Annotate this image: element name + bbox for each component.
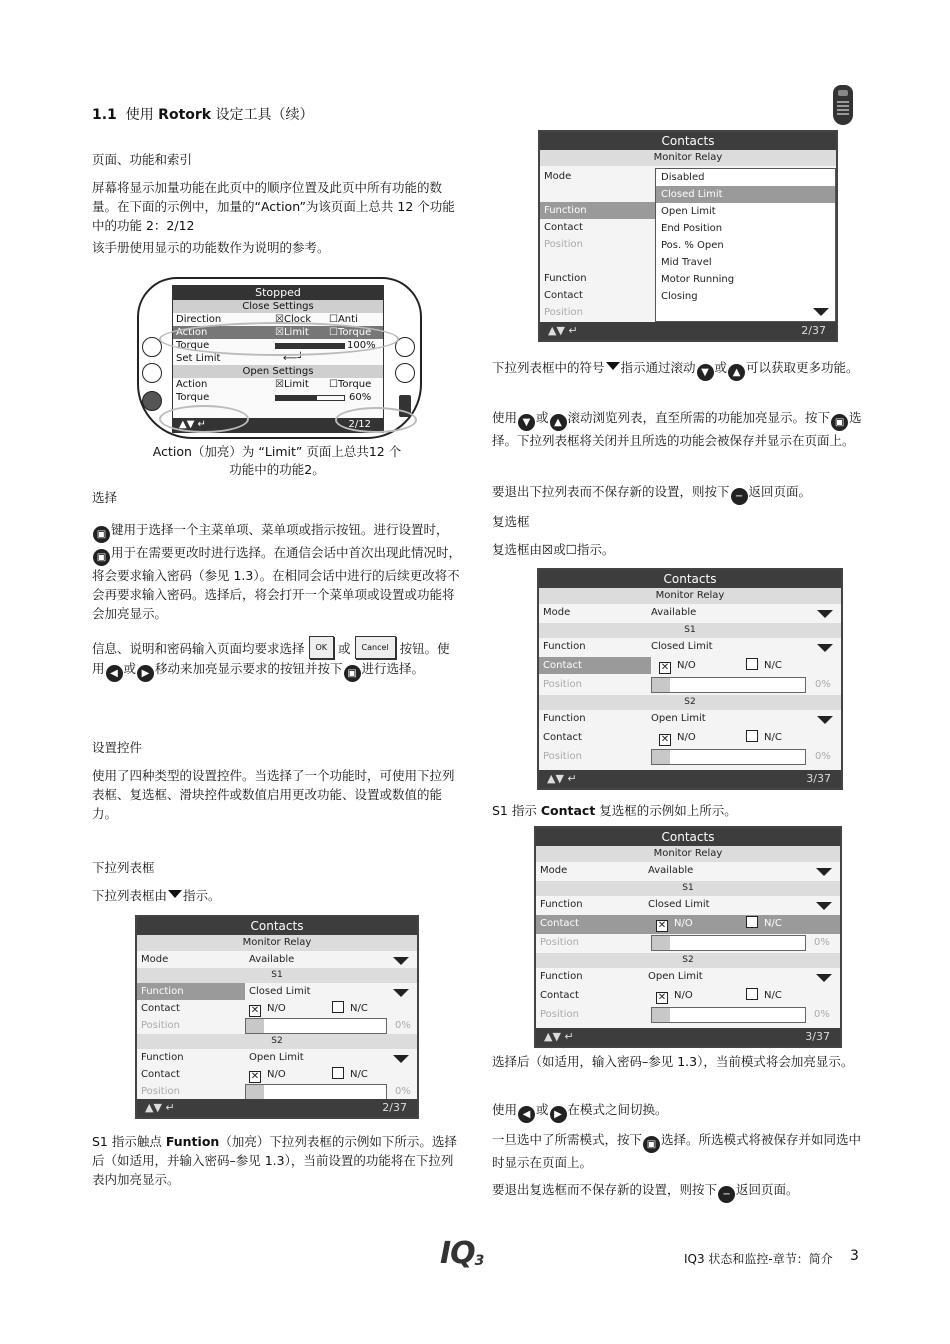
lcd-section-close: Close Settings	[173, 300, 383, 313]
screen-contacts-dropdown	[538, 130, 838, 342]
paragraph-function-example: S1 指示触点 Funtion（加亮）下拉列表框的示例如下所示。选择后（如适用，并输入密码–参见 1.3），当前设置的功能将在下拉列表内加亮显示。	[92, 1134, 457, 1187]
paragraph-checkbox: 复选框由☒或☐指示。	[492, 542, 615, 557]
position-row-s2[interactable]: Position	[544, 307, 583, 318]
device-display-illustration	[137, 277, 422, 439]
paragraph-dropdown: 下拉列表框由 指示。	[92, 888, 221, 903]
paragraph-contact-example: S1 指示 Contact 复选框的示例如上所示。	[492, 803, 737, 818]
paragraph-scroll: 下拉列表框中的符号 指示通过滚动 ▼ 或 ▲ 可以获取更多功能。	[492, 358, 864, 381]
checkbox-no-checked[interactable]: ✕	[250, 1005, 260, 1016]
nav-arrows[interactable]: ▲▼ ↵	[145, 1101, 175, 1114]
subheading-select: 选择	[92, 490, 118, 505]
device-button-left-2	[142, 363, 162, 383]
dropdown-triangle-icon[interactable]	[816, 902, 832, 910]
arrow-down-icon: ▼	[697, 364, 714, 381]
function-row-s2[interactable]: Function	[544, 273, 587, 284]
function-row-s2[interactable]: Function Open Limit	[137, 1049, 417, 1066]
list-item[interactable]: Disabled	[661, 172, 705, 183]
mode-row[interactable]: Mode Available	[536, 862, 840, 881]
iq3-logo: IQ3	[440, 1236, 484, 1271]
dropdown-triangle-icon[interactable]	[816, 974, 832, 982]
list-item-selected[interactable]: Closed Limit	[656, 186, 835, 203]
paragraph-exit-dropdown: 要退出下拉列表而不保存新的设置，则按下 − 返回页面。	[492, 482, 864, 505]
position-slider[interactable]	[651, 749, 806, 765]
page-number: 3	[850, 1248, 859, 1264]
highlight-oval-action	[159, 322, 399, 356]
section-s1: S1	[539, 623, 841, 638]
contact-row-s2[interactable]: Contact ✕ N/O N/C	[540, 990, 782, 1003]
nav-arrows[interactable]: ▲▼ ↵	[547, 772, 577, 785]
section-s1: S1	[137, 968, 417, 983]
position-row-s1[interactable]: Position 0%	[137, 1017, 417, 1034]
screen-subtitle: Monitor Relay	[540, 150, 836, 166]
checkbox-nc[interactable]	[746, 916, 758, 928]
checkbox-nc[interactable]	[332, 1067, 344, 1079]
paragraph-mode-highlight: 选择后（如适用，输入密码–参见 1.3），当前模式将会加亮显示。	[492, 1054, 854, 1069]
mode-row[interactable]: Mode Available	[539, 604, 841, 623]
section-s1: S1	[536, 881, 840, 896]
paragraph-toggle-mode: 使用 ◀ 或 ▶ 在模式之间切换。	[492, 1100, 864, 1123]
arrow-right-icon: ▶	[137, 665, 154, 682]
back-key-icon: −	[731, 488, 748, 505]
section-s2: S2	[137, 1034, 417, 1049]
select-key-icon: ▣	[93, 549, 110, 566]
device-button-right-2	[395, 363, 415, 383]
position-slider[interactable]	[245, 1084, 387, 1100]
page-index: 2/37	[801, 324, 826, 337]
position-row-s1[interactable]: Position 0%	[536, 934, 840, 953]
paragraph-pages: 屏幕将显示加量功能在此页中的顺序位置及此页中所有功能的数量。在下面的示例中，加量的“Action”为该页面上总共 12 个功能中的功能 2：2/12	[92, 180, 455, 233]
checkbox-nc[interactable]	[332, 1001, 344, 1013]
highlight-oval-nav	[159, 405, 249, 433]
paragraph-reference: 该手册使用显示的功能数作为说明的参考。	[92, 240, 330, 255]
nav-arrows[interactable]: ▲▼ ↵	[548, 324, 578, 337]
subheading-pages: 页面、功能和索引	[92, 152, 193, 167]
list-item[interactable]: Mid Travel	[661, 257, 712, 268]
select-key-icon: ▣	[93, 526, 110, 543]
dropdown-triangle-icon	[168, 890, 182, 898]
dropdown-triangle-icon[interactable]	[817, 644, 833, 652]
screen-footer	[137, 1099, 417, 1117]
arrow-left-icon: ◀	[106, 665, 123, 682]
position-row-s2[interactable]: Position 0%	[536, 1006, 840, 1025]
screen-subtitle: Monitor Relay	[137, 935, 417, 951]
function-row-s2[interactable]: Function Open Limit	[539, 710, 841, 729]
lcd-row: Action ☒Limit ☐Torque	[176, 379, 372, 390]
screen-subtitle: Monitor Relay	[539, 588, 841, 604]
position-row-s1[interactable]: Position 0%	[539, 676, 841, 695]
list-item[interactable]: End Position	[661, 223, 723, 234]
dropdown-triangle-icon[interactable]	[817, 716, 833, 724]
contact-row-s2[interactable]: Contact ✕ N/O N/C	[141, 1069, 368, 1082]
checkbox-nc[interactable]	[746, 730, 758, 742]
arrow-down-icon: ▼	[518, 414, 535, 431]
subheading-dropdown: 下拉列表框	[92, 860, 155, 875]
lcd-row: Torque 100%	[176, 340, 376, 351]
position-slider[interactable]	[651, 1007, 806, 1023]
paragraph-select: ▣ 键用于选择一个主菜单项、菜单项或指示按钮。进行设置时，▣ 用于在需要更改时进行选择。在通信会话中首次出现此情况时，将会要求输入密码（参见 1.3）。在相同会话中进行的后续更改将不会再要求输入密码。选择后，将会打开一个菜单项或设置或功能将会加亮显示。	[92, 522, 462, 621]
position-row-s2[interactable]: Position 0%	[539, 748, 841, 767]
select-key-icon: ▣	[643, 1136, 660, 1153]
mode-row[interactable]: Mode Available	[137, 951, 417, 968]
dropdown-triangle-icon[interactable]	[816, 868, 832, 876]
function-row-s1[interactable]: Function Closed Limit	[536, 896, 840, 915]
dropdown-triangle-icon	[606, 362, 620, 370]
paragraph-exit-checkbox: 要退出复选框而不保存新的设置，则按下 − 返回页面。	[492, 1180, 864, 1203]
arrow-right-icon: ▶	[550, 1106, 567, 1123]
screen-contacts-function	[135, 915, 419, 1119]
paragraph-buttons: 信息、说明和密码输入页面均要求选择 OK 或 Cancel 按钮。使用 ◀ 或 ▶ 移动来加亮显示要求的按钮并按下 ▣ 进行选择。	[92, 636, 462, 682]
section-s2: S2	[539, 695, 841, 710]
select-key-icon: ▣	[344, 665, 361, 682]
list-item[interactable]: Motor Running	[661, 274, 735, 285]
screen-footer	[536, 1028, 840, 1046]
lcd-row: Set Limit ⟵┘	[176, 353, 304, 364]
dropdown-triangle-icon[interactable]	[817, 610, 833, 618]
footer-text: IQ3 状态和监控-章节：简介	[684, 1252, 833, 1266]
checkbox-no-checked[interactable]: ✕	[250, 1071, 260, 1082]
section-heading: 1.1 使用 Rotork 设定工具（续）	[92, 107, 314, 123]
position-row-s2[interactable]: Position 0%	[137, 1083, 417, 1100]
cancel-button-image: Cancel	[355, 636, 396, 659]
function-row-s1[interactable]: Function	[540, 202, 836, 219]
section-s2: S2	[536, 953, 840, 968]
function-row-s2[interactable]: Function Open Limit	[536, 968, 840, 987]
lcd-nav: ▲▼ ↵	[179, 419, 206, 430]
dropdown-triangle-icon[interactable]	[393, 1055, 409, 1063]
select-key-icon: ▣	[831, 414, 848, 431]
checkbox-no-checked[interactable]: ✕	[657, 920, 667, 931]
arrow-up-icon: ▲	[728, 364, 745, 381]
contact-row-s1[interactable]: Contact ✕ N/O N/C	[141, 1003, 368, 1016]
setting-tool-icon	[833, 85, 853, 125]
contact-row-s1[interactable]: Contact ✕ N/O N/C	[539, 657, 841, 676]
screen-footer	[540, 322, 836, 340]
contact-row-s1[interactable]: Contact	[544, 222, 583, 233]
lcd-title: Stopped	[173, 286, 383, 300]
contact-row-s2[interactable]: Contact	[544, 290, 583, 301]
caption-line1: Action（加亮）为 “Limit” 页面上总共12 个	[152, 444, 402, 459]
nav-arrows[interactable]: ▲▼ ↵	[544, 1030, 574, 1043]
lcd-row: Direction ☒Clock ☐Anti	[176, 314, 358, 325]
list-item[interactable]: Open Limit	[661, 206, 716, 217]
screen-subtitle: Monitor Relay	[536, 846, 840, 862]
highlight-oval-page	[335, 407, 417, 433]
arrow-left-icon: ◀	[518, 1106, 535, 1123]
function-row-s1[interactable]: Function Closed Limit	[137, 983, 417, 1000]
checkbox-no-checked[interactable]: ✕	[660, 734, 670, 745]
contact-row-s1-highlighted[interactable]: Contact ✕ N/O N/C	[536, 915, 840, 934]
contact-row-s2[interactable]: Contact ✕ N/O N/C	[543, 732, 782, 745]
screen-contacts-checkbox	[537, 568, 843, 790]
position-row-s1[interactable]: Position	[544, 239, 583, 250]
position-slider[interactable]	[651, 935, 806, 951]
lcd-page-index: 2/12	[348, 419, 371, 430]
function-dropdown-list[interactable]	[655, 168, 836, 322]
page-index: 3/37	[806, 772, 831, 785]
screen-footer	[539, 770, 841, 788]
screen-title: Contacts	[536, 828, 840, 846]
paragraph-browse: 使用 ▼ 或 ▲ 滚动浏览列表，直至所需的功能加亮显示。按下 ▣ 选择。下拉列表框将关闭并且所选的功能会被保存并显示在页面上。	[492, 410, 862, 448]
screen-contacts-mode-highlight	[534, 826, 842, 1048]
screen-title: Contacts	[540, 132, 836, 150]
checkbox-no-checked[interactable]: ✕	[657, 992, 667, 1003]
page-index: 3/37	[805, 1030, 830, 1043]
checkbox-no-checked[interactable]: ✕	[660, 662, 670, 673]
ok-button-image: OK	[309, 636, 335, 659]
list-item[interactable]: Pos. % Open	[661, 240, 724, 251]
checkbox-nc[interactable]	[746, 988, 758, 1000]
subheading-controls: 设置控件	[92, 740, 143, 755]
scroll-down-triangle-icon[interactable]	[813, 308, 829, 316]
function-row-s1[interactable]: Function Closed Limit	[539, 638, 841, 657]
caption-line2: 功能中的功能2。	[229, 462, 325, 477]
lcd-row-highlighted: Action ☒Limit ☐Torque	[173, 326, 383, 339]
subheading-checkbox: 复选框	[492, 514, 530, 529]
position-slider[interactable]	[651, 677, 806, 693]
paragraph-controls: 使用了四种类型的设置控件。当选择了一个功能时，可使用下拉列表框、复选框、滑块控件或数值启用更改功能、设置或数值的能力。	[92, 768, 455, 821]
device-button-left-3	[142, 391, 162, 411]
checkbox-nc[interactable]	[746, 658, 758, 670]
mode-row[interactable]: Mode	[544, 171, 572, 182]
page-index: 2/37	[382, 1101, 407, 1114]
dropdown-triangle-icon[interactable]	[393, 957, 409, 965]
arrow-up-icon: ▲	[550, 414, 567, 431]
list-item[interactable]: Closing	[661, 291, 698, 302]
position-slider[interactable]	[245, 1018, 387, 1034]
dropdown-triangle-icon[interactable]	[393, 989, 409, 997]
lcd-row: Torque 60%	[176, 392, 372, 403]
back-key-icon: −	[718, 1186, 735, 1203]
lcd-section-open: Open Settings	[173, 365, 383, 378]
paragraph-save-mode: 一旦选中了所需模式，按下 ▣ 选择。所选模式将被保存并如同选中时显示在页面上。	[492, 1132, 862, 1170]
screen-title: Contacts	[137, 917, 417, 935]
screen-title: Contacts	[539, 570, 841, 588]
